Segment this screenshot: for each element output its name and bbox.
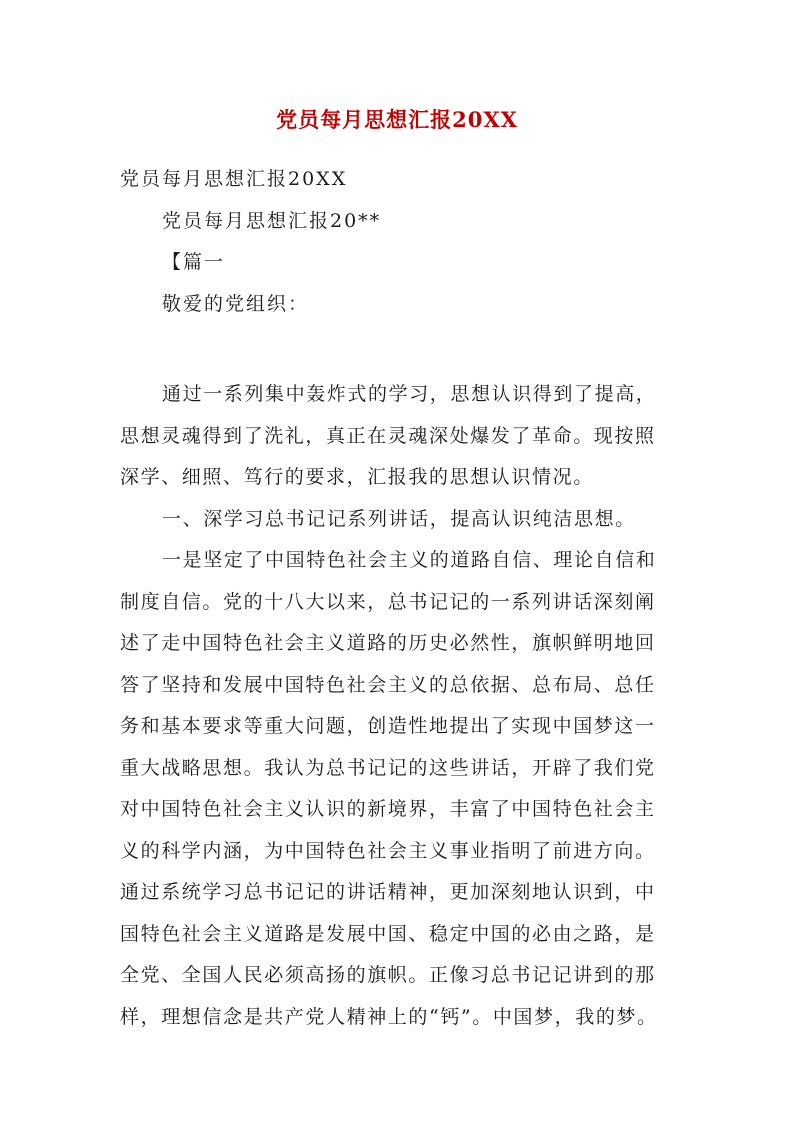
body-line: 制度自信。党的十八大以来，总书记记的一系列讲话深刻阐	[120, 590, 656, 613]
body-line: 义的科学内涵，为中国特色社会主义事业指明了前进方向。	[120, 839, 656, 862]
header-line-1: 党员每月思想汇报20XX	[120, 168, 348, 190]
document-title: 党员每月思想汇报20XX	[276, 107, 518, 132]
body-line: 一是坚定了中国特色社会主义的道路自信、理论自信和	[162, 549, 657, 571]
section-heading: 一、深学习总书记记系列讲话，提高认识纯洁思想。	[162, 507, 636, 530]
body-line: 答了坚持和发展中国特色社会主义的总依据、总布局、总任	[120, 673, 656, 696]
body-line: 对中国特色社会主义认识的新境界，丰富了中国特色社会主	[120, 798, 656, 820]
body-line: 全党、全国人民必须高扬的旗帜。正像习总书记记讲到的那	[120, 964, 656, 986]
body-line: 深学、细照、笃行的要求，汇报我的思想认识情况。	[120, 466, 594, 488]
body-line: 述了走中国特色社会主义道路的历史必然性，旗帜鲜明地回	[120, 632, 656, 654]
body-text	[120, 374, 690, 1038]
body-line: 通过系统学习总书记记的讲话精神，更加深刻地认识到，中	[120, 881, 656, 903]
header-line-3: 【篇一	[162, 251, 226, 273]
body-line: 务和基本要求等重大问题，创造性地提出了实现中国梦这一	[120, 715, 656, 737]
body-line: 思想灵魂得到了洗礼，真正在灵魂深处爆发了革命。现按照	[120, 424, 656, 447]
body-line: 样，理想信念是共产党人精神上的“钙”。中国梦，我的梦。	[120, 1005, 658, 1028]
salutation: 敬爱的党组织：	[162, 293, 310, 315]
body-line: 通过一系列集中轰炸式的学习，思想认识得到了提高，	[162, 383, 657, 405]
header-line-2: 党员每月思想汇报20**	[162, 210, 382, 232]
body-line: 重大战略思想。我认为总书记记的这些讲话，开辟了我们党	[120, 756, 656, 779]
body-line: 国特色社会主义道路是发展中国、稳定中国的必由之路，是	[120, 922, 656, 945]
